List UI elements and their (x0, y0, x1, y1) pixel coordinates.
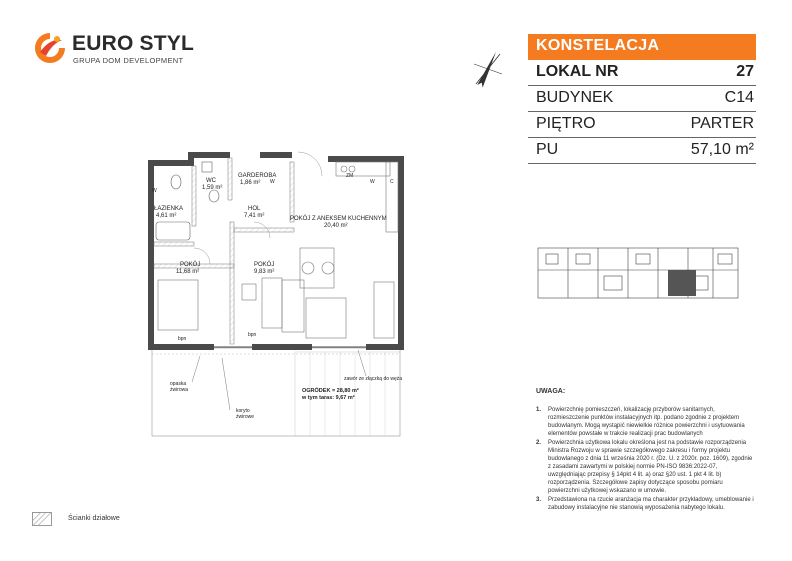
note-item: 3. Przedstawiona na rzucie aranżacja ma charakter przykładowy, umeblowanie i zabudowy instalacyjne nie stanowią wyposażenia nabytego lokalu. (536, 497, 754, 511)
info-value: PARTER (690, 115, 754, 132)
terrace-deck-lines (310, 352, 385, 436)
brand-logo (32, 30, 194, 66)
partition-walls (154, 158, 294, 344)
selected-unit-marker (668, 270, 696, 296)
note-item: 1. Powierzchnię pomieszczeń, lokalizację przyborów sanitarnych, rozmieszczenie punktów instalacyjnych itp. podano zgodnie z projektem budowlanym. Mogą wystąpić niewielkie różnice powierzchni i usytuowania elementów powstałe w trakcie realizacji prac budowlanych (536, 407, 745, 437)
terrace-area-label: w tym taras: 9,67 m² (302, 395, 355, 401)
gravel-gutter-label: koryto (236, 408, 250, 414)
note-text: Przedstawiona na rzucie aranżacja ma charakter przykładowy, umeblowanie i zabudowy instalacyjne nie stanowią wyposażenia nabytego lokalu. (548, 497, 754, 511)
dishwasher-label: ZM (346, 173, 354, 179)
info-value: 27 (736, 63, 754, 80)
note-text: Powierzchnia użytkowa lokalu określona jest na podstawie rozporządzenia Ministra Rozwoju w sprawie szczegółowego zakresu i formy projektu budowlanego z dnia 11 września 2020 r. (Dz. U. z 2020r. poz. 1609), zgodnie z zasadami zawartymi w polskiej normie PN-ISO 9836:2022-07, uwzględniając przepisy § 14pkt 4 lit. a) oraz §20 ust. 1 pkt 4 lit. b) rozporządzenia. Szczegółowe zapisy dotyczące sposobu pomiaru powierzchni użytkowej wskazano w umowie. (548, 440, 753, 494)
washer-label: W (270, 179, 275, 185)
info-row-area (528, 138, 756, 164)
room-name: POKÓJ (254, 262, 275, 268)
valve-label: zawór ze złączką do węża (344, 376, 403, 382)
info-value: 57,10 m² (690, 141, 754, 158)
washer-label: W (152, 188, 157, 194)
room-area: 11,68 m² (176, 269, 200, 275)
room-area: 20,40 m² (324, 223, 348, 229)
room-area: 7,41 m² (244, 213, 265, 219)
notes-title: UWAGA: (536, 388, 566, 395)
gravel-strip-label: żwirowa (170, 387, 189, 393)
bathroom-fixtures (156, 162, 219, 240)
garden-area (152, 348, 403, 436)
room-area: 1,86 m² (240, 180, 261, 186)
gravel-gutter-label: żwirowe (236, 414, 255, 420)
info-label: LOKAL NR (536, 63, 619, 80)
washer-label: W (370, 179, 375, 185)
window-label: bpn (178, 336, 187, 342)
notes-section (528, 388, 756, 513)
room-name: POKÓJ (180, 262, 201, 268)
window-label: bpn (248, 332, 257, 338)
note-item: 2. Powierzchnia użytkowa lokalu określona jest na podstawie rozporządzenia Ministra Rozwoju w sprawie szczegółowego zakresu i formy projektu budowlanego z dnia 11 września 2020 r. (Dz. U. z 2020r. poz. 1609), zgodnie z zasadami zawartymi w polskiej normie PN-ISO 9836:2022-07, uwzględniając przepisy § 14pkt 4 lit. a) oraz §20 ust. 1 pkt 4 lit. b) rozporządzenia. Szczegółowe zapisy dotyczące sposobu pomiaru powierzchni użytkowej wskazano w umowie. (536, 440, 753, 494)
room-area: 9,83 m² (254, 269, 275, 275)
brand-subtitle: GRUPA DOM DEVELOPMENT (73, 56, 184, 65)
info-label: PU (536, 141, 559, 158)
euro-styl-logo-icon (32, 30, 68, 66)
outer-walls (148, 152, 404, 350)
room-name: POKÓJ Z ANEKSEM KUCHENNYM (290, 216, 387, 222)
info-row-floor (528, 112, 756, 138)
info-label: BUDYNEK (536, 89, 614, 106)
apartment-info-table (528, 34, 756, 164)
info-row-unit (528, 60, 756, 86)
project-name: KONSTELACJA (528, 34, 756, 60)
legend-label: Ścianki działowe (68, 515, 120, 522)
info-label: PIĘTRO (536, 115, 596, 132)
garden-area-label: OGRÓDEK = 28,80 m² (302, 388, 359, 394)
room-area: 4,61 m² (156, 213, 177, 219)
fridge-label: C (390, 179, 394, 185)
room-name: WC (206, 178, 216, 184)
north-arrow-icon (470, 44, 506, 94)
room-name: GARDEROBA (238, 173, 277, 179)
terrace (295, 352, 403, 436)
floor-plan (130, 148, 430, 438)
room-name: HOL (248, 206, 261, 212)
building-key-plan (528, 240, 756, 310)
gravel-strip-label: opaska (170, 381, 187, 387)
info-row-building (528, 86, 756, 112)
note-text: Powierzchnię pomieszczeń, lokalizację przyborów sanitarnych, rozmieszczenie punktów instalacyjnych itp. podano zgodnie z projektem budowlanym. Mogą wystąpić niewielkie różnice powierzchni i usytuowania elementów powstałe w trakcie realizacji prac budowlanych (548, 407, 745, 437)
room-name: ŁAZIENKA (154, 206, 184, 212)
room-area: 1,59 m² (202, 185, 223, 191)
info-value: C14 (724, 89, 754, 106)
brand-name: EURO STYL (72, 32, 194, 55)
partition-wall-swatch-icon (32, 512, 52, 526)
